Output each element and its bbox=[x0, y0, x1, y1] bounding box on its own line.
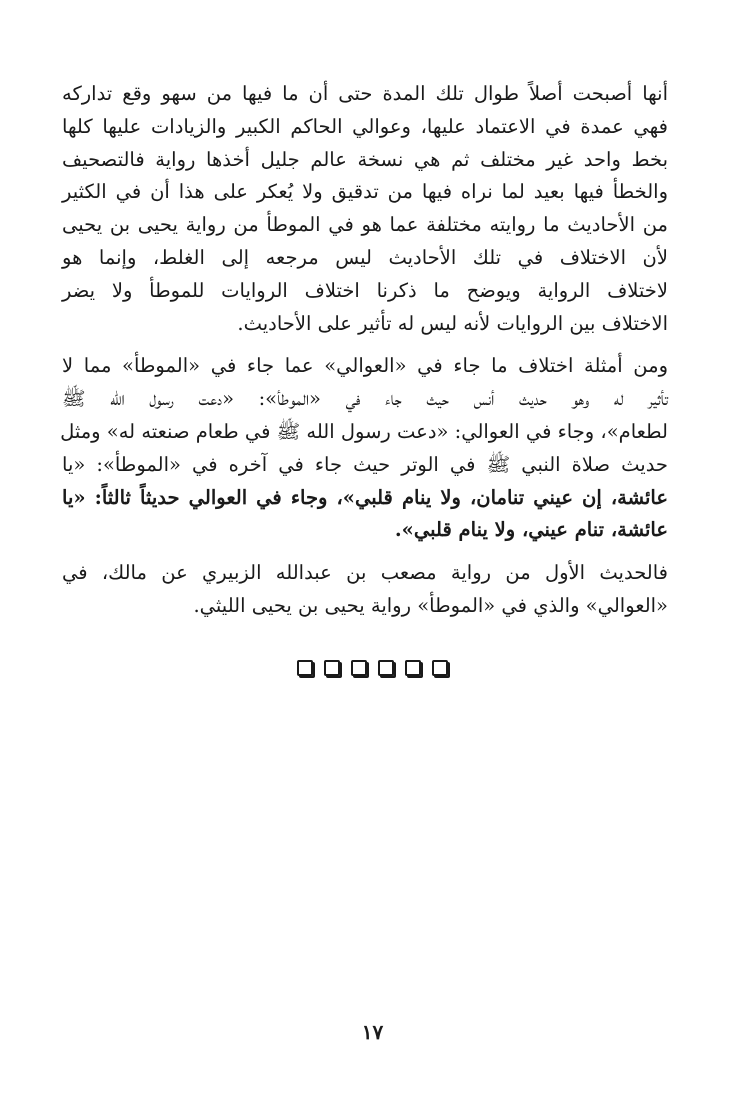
text-line: لأن الاختلاف في تلك الأحاديث ليس مرجعه إلى الغلط، وإنما هو bbox=[62, 245, 668, 269]
text-line: من الأحاديث ما روايته مختلفة عما هو في الموطأ من رواية يحيى بن يحيى bbox=[62, 213, 668, 237]
square-ornament-icon bbox=[405, 660, 421, 676]
text-line: فالحديث الأول من رواية مصعب بن عبدالله الزبيري عن مالك، في bbox=[62, 561, 668, 585]
text-line: أنها أصبحت أصلاً طوال تلك المدة حتى أن ما فيها من سهو وقع تداركه bbox=[62, 82, 668, 105]
text-line: ومن أمثلة اختلاف ما جاء في «العوالي» عما جاء في «الموطأ» مما لا bbox=[62, 354, 668, 378]
text-line: عائشة، تنام عيني، ولا ينام قلبي». bbox=[394, 518, 668, 542]
text-line: الاختلاف بين الروايات لأنه ليس له تأثير على الأحاديث. bbox=[237, 311, 668, 335]
page-number: ١٧ bbox=[361, 1020, 384, 1044]
text-line: لطعام»، وجاء في العوالي: «دعت رسول الله ﷺ في طعام صنعته له» ومثل bbox=[60, 419, 668, 443]
paragraph-3 bbox=[62, 557, 668, 623]
paragraph-2 bbox=[62, 350, 668, 547]
text-line: تأثير له وهو حديث أنس حيث جاء في «الموطأ»: «دعت رسول الله ﷺ bbox=[62, 387, 668, 411]
paragraph-1 bbox=[62, 78, 668, 340]
text-line: حديث صلاة النبي ﷺ في الوتر حيث جاء في آخره في «الموطأ»: «يا bbox=[62, 452, 668, 476]
square-ornament-icon bbox=[297, 660, 313, 676]
text-line: بخط واحد غير مختلف ثم هي نسخة عالم جليل أخذها رواية فالتصحيف bbox=[62, 147, 668, 171]
page-body bbox=[62, 78, 668, 623]
text-line: لاختلاف الرواية ويوضح ما ذكرنا اختلاف الروايات للموطأ ولا يضر bbox=[62, 278, 668, 302]
square-ornament-icon bbox=[351, 660, 367, 676]
square-ornament-icon bbox=[378, 660, 394, 676]
square-ornament-icon bbox=[324, 660, 340, 676]
text-line: فهي عمدة في الاعتماد عليها، وعوالي الحاكم الكبير والزيادات عليها كلها bbox=[62, 114, 668, 138]
square-ornament-icon bbox=[432, 660, 448, 676]
text-line: «العوالي» والذي في «الموطأ» رواية يحيى بن يحيى الليثي. bbox=[193, 593, 668, 617]
section-divider-ornaments bbox=[0, 660, 745, 680]
text-line: عائشة، إن عيني تنامان، ولا ينام قلبي»، وجاء في العوالي حديثاً ثالثاً: «يا bbox=[62, 485, 668, 509]
text-line: والخطأ فيها بعيد لما نراه فيها من تدقيق ولا يُعكر على هذا أن في الكثير bbox=[62, 180, 668, 204]
